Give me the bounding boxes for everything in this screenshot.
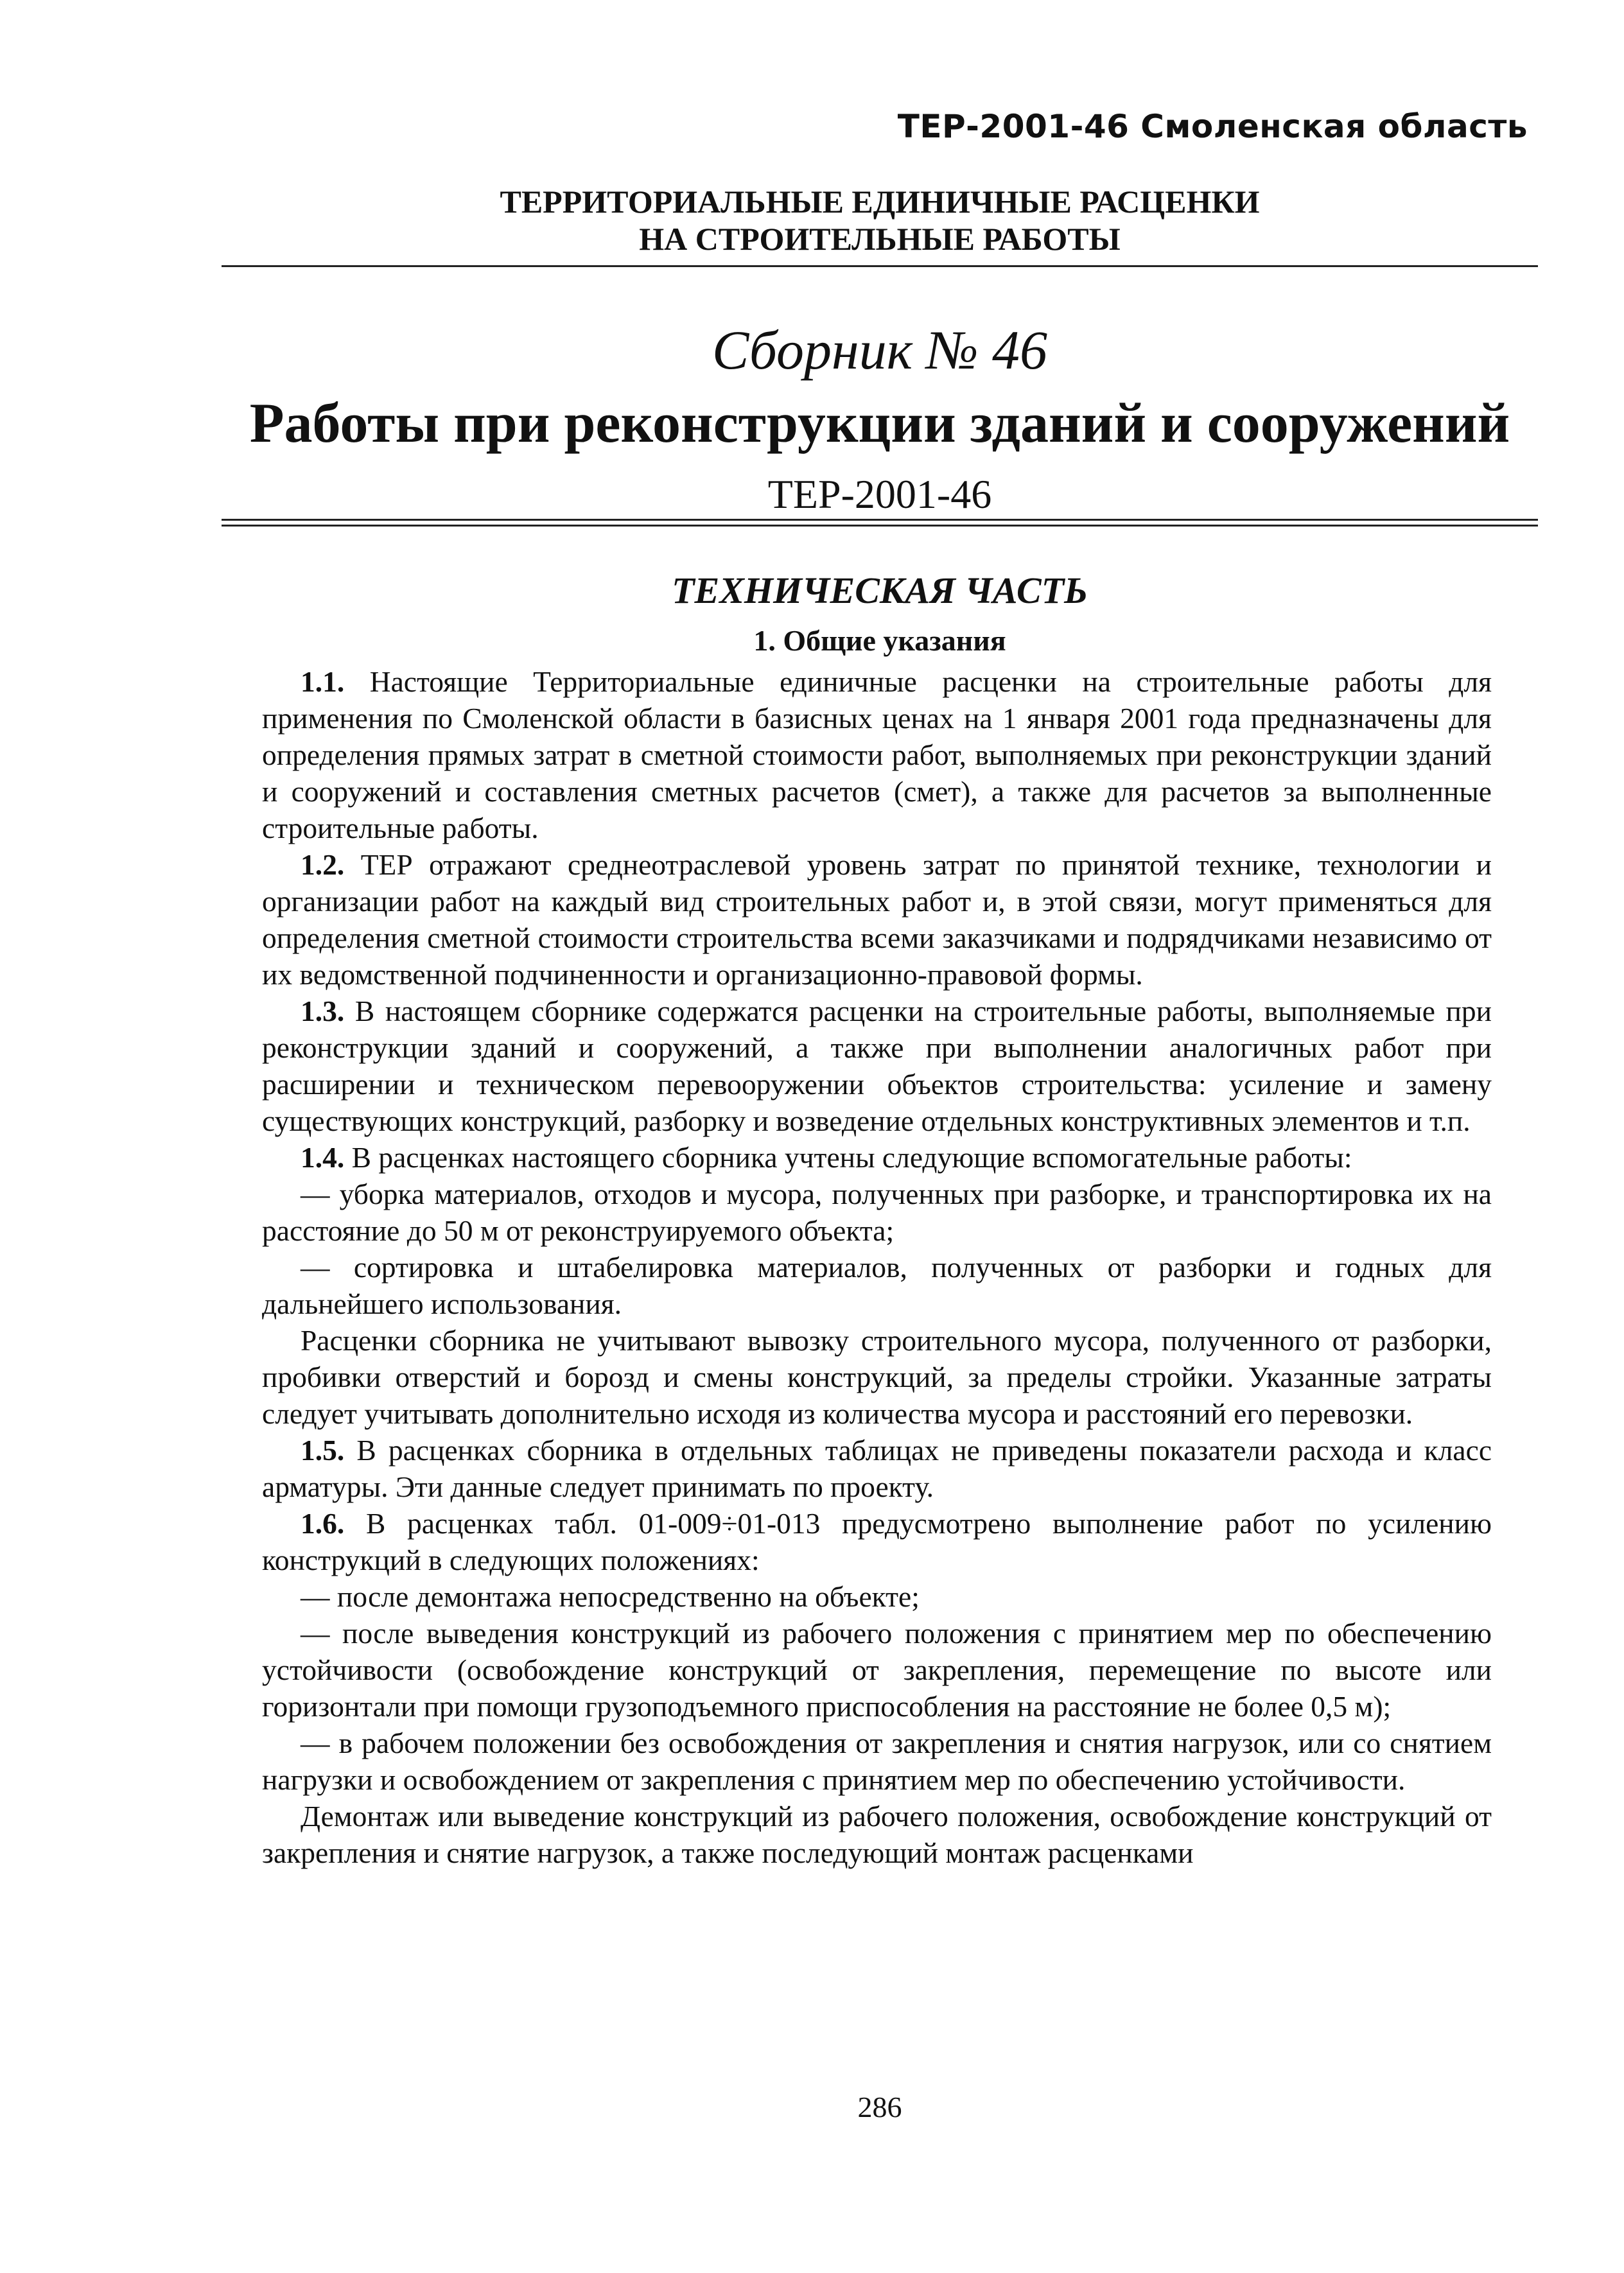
paragraph-number: 1.6. (301, 1507, 345, 1540)
paragraph-number: 1.4. (301, 1141, 345, 1174)
technical-part-heading: ТЕХНИЧЕСКАЯ ЧАСТЬ (672, 570, 1088, 611)
list-item (262, 1176, 1492, 1249)
header-rule (222, 265, 1538, 267)
paragraph (262, 1432, 1492, 1505)
paragraph-text: — сортировка и штабелировка материалов, полученных от разборки и годных для дальнейшего использования. (262, 1251, 1492, 1320)
paragraph-text: Расценки сборника не учитывают вывозку строительного мусора, полученного от разборки, пробивки отверстий и борозд и смены конструкций, за пределы стройки. Указанные затраты следует учитывать дополнительно исходя из количества мусора и расстояний его перевозки. (262, 1324, 1492, 1430)
paragraph (262, 1798, 1492, 1871)
paragraph-text: — уборка материалов, отходов и мусора, полученных при разборке, и транспортировка их на расстояние до 50 м от реконструируемого объекта; (262, 1178, 1492, 1247)
paragraph-text: — после выведения конструкций из рабочего положения с принятием мер по обеспечению устойчивости (освобождение конструкций от закрепления, перемещение по высоте или горизонтали при помощи грузоподъемного приспособления на расстояние не более 0,5 м); (262, 1617, 1492, 1723)
title-double-rule (222, 519, 1538, 527)
collection-label: Сборник № 46 (712, 319, 1048, 381)
list-item (262, 1249, 1492, 1322)
paragraph-text: — в рабочем положении без освобождения от закрепления и снятия нагрузок, или со снятием нагрузки и освобождением от закрепления с принятием мер по обеспечению устойчивости. (262, 1727, 1492, 1796)
section-title: 1. Общие указания (753, 624, 1006, 657)
paragraph (262, 1139, 1492, 1176)
paragraph-number: 1.2. (301, 848, 345, 881)
paragraph-text: — после демонтажа непосредственно на объекте; (301, 1580, 920, 1613)
paragraph-number: 1.1. (301, 665, 345, 698)
list-item (262, 1725, 1492, 1798)
paragraph (262, 663, 1492, 846)
collection-title: Работы при реконструкции зданий и сооружений (249, 392, 1510, 455)
paragraph (262, 993, 1492, 1139)
paragraph-text: В настоящем сборнике содержатся расценки на строительные работы, выполняемые при реконструкции зданий и сооружений, а также при выполнении аналогичных работ при расширении и техническом перевооружении объектов строительства: усиление и замену существующих конструкций, разборку и возведение отдельных конструктивных элементов и т.п. (262, 995, 1492, 1137)
paragraph-number: 1.5. (301, 1434, 345, 1467)
page-number: 286 (857, 2091, 902, 2123)
header-block (222, 183, 1538, 257)
body-text (262, 663, 1492, 1871)
list-item (262, 1615, 1492, 1725)
header-line-2: НА СТРОИТЕЛЬНЫЕ РАБОТЫ (639, 221, 1121, 257)
paragraph-number: 1.3. (301, 995, 345, 1027)
paragraph (262, 1322, 1492, 1432)
list-item (262, 1578, 1492, 1615)
paragraph-text: В расценках настоящего сборника учтены следующие вспомогательные работы: (351, 1141, 1352, 1174)
collection-code: ТЕР-2001-46 (767, 471, 992, 517)
paragraph-text: Демонтаж или выведение конструкций из рабочего положения, освобождение конструкций от закрепления и снятие нагрузок, а также последующий монтаж расценками (262, 1800, 1492, 1869)
header-line-1: ТЕРРИТОРИАЛЬНЫЕ ЕДИНИЧНЫЕ РАСЦЕНКИ (500, 184, 1260, 220)
paragraph-text: В расценках табл. 01-009÷01-013 предусмотрено выполнение работ по усилению конструкций в следующих положениях: (262, 1507, 1492, 1576)
paragraph-text: В расценках сборника в отдельных таблицах не приведены показатели расхода и класс арматуры. Эти данные следует принимать по проекту. (262, 1434, 1492, 1503)
running-title: ТЕР-2001-46 Смоленская область (897, 108, 1528, 145)
paragraph-text: Настоящие Территориальные единичные расценки на строительные работы для применения по Смоленской области в базисных ценах на 1 января 2001 года предназначены для определения прямых затрат в сметной стоимости работ, выполняемых при реконструкции зданий и сооружений и составления сметных расчетов (смет), а также для расчетов за выполненные строительные работы. (262, 665, 1492, 844)
paragraph (262, 846, 1492, 993)
paragraph (262, 1505, 1492, 1578)
paragraph-text: ТЕР отражают среднеотраслевой уровень затрат по принятой технике, технологии и организации работ на каждый вид строительных работ и, в этой связи, могут применяться для определения сметной стоимости строительства всеми заказчиками и подрядчиками независимо от их ведомственной подчиненности и организационно-правовой формы. (262, 848, 1492, 991)
